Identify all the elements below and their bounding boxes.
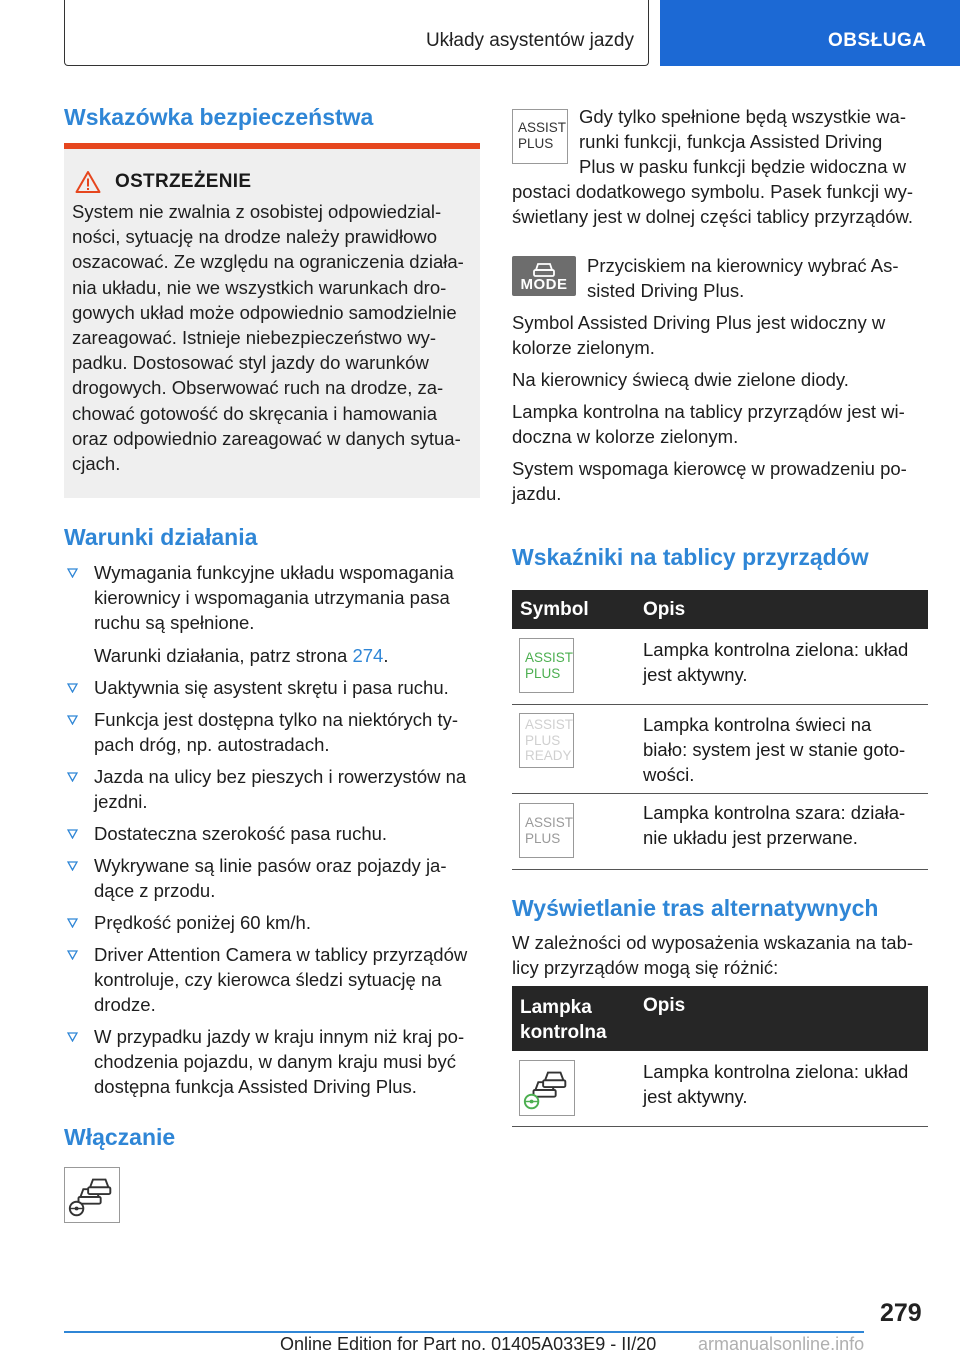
list-item: Uaktywnia się asystent skrętu i pasa ruchu. <box>64 675 484 700</box>
table-cell-description: Lampka kontrolna zielona: układ jest aktywny. <box>643 1061 909 1107</box>
assist-plus-grey-icon: ASSIST PLUS <box>519 803 574 858</box>
list-item: Funkcja jest dostępna tylko na niektórych ty- pach dróg, np. autostradach. <box>64 707 484 757</box>
header-chapter-title: OBSŁUGA <box>828 30 927 51</box>
list-item-reference: Warunki działania, patrz strona 274. <box>94 645 389 666</box>
header-chapter-tab <box>660 0 960 66</box>
mode-button-icon: MODE <box>512 256 576 296</box>
warning-label: OSTRZEŻENIE <box>115 171 252 192</box>
page-number: 279 <box>880 1299 922 1327</box>
assist-plus-green-icon: ASSIST PLUS <box>519 638 574 693</box>
warning-box <box>64 143 480 498</box>
list-item: Driver Attention Camera w tablicy przyrządów kontroluje, czy kierowca śledzi sytuację na drodze. <box>64 942 484 1017</box>
bullet-triangle-icon <box>67 918 78 928</box>
page-link[interactable]: 274 <box>352 645 384 666</box>
indicators-table <box>512 590 928 870</box>
warning-triangle-icon <box>75 170 101 194</box>
list-item: Wymagania funkcyjne układu wspomagania kierownicy i wspomagania utrzymania pasa ruchu są spełnione. Warunki działania, patrz strona 274. <box>64 560 484 668</box>
header-section-tab <box>64 0 649 66</box>
table-cell-description: Lampka kontrolna szara: działa- nie układu jest przerwane. <box>643 802 906 848</box>
enable-heading: Włączanie <box>64 1124 176 1150</box>
table-row <box>512 794 928 870</box>
table-cell-description: Lampka kontrolna zielona: układ jest aktywny. <box>643 639 909 685</box>
intro-text-cont: postaci dodatkowego symbolu. Pasek funkcji wy- świetlany jest w dolnej części tablicy przyrządów. <box>512 181 914 227</box>
assist-plus-icon: ASSIST PLUS <box>512 109 568 164</box>
warning-text: System nie zwalnia z osobistej odpowiedzial- ności, sytuację na drodze należy prawidłowo oszacować. Ze względu na ograniczenia działa- nia układu, nie we wszystkich warunkach dro- gowych układ może odpowiednio samodzielnie zareagować. Istnieje niebezpieczeństwo wy- padku. Dostosować styl jazdy do warunków drogowych. Obserwować ruch na drodze, za- chować gotowość do skręcania i hamowania oraz odpowiednio zareagować w danych sytua- cjach. <box>72 201 464 475</box>
routes-table <box>512 986 928 1127</box>
list-item: Dostateczna szerokość pasa ruchu. <box>64 821 484 846</box>
warning-title <box>72 167 472 197</box>
bullet-triangle-icon <box>67 950 78 960</box>
bullet-triangle-icon <box>67 772 78 782</box>
conditions-heading: Warunki działania <box>64 524 258 550</box>
list-item: Wykrywane są linie pasów oraz pojazdy ja- dące z przodu. <box>64 853 484 903</box>
indicators-heading: Wskaźniki na tablicy przyrządów <box>512 544 869 570</box>
table-row <box>512 629 928 705</box>
column-header-symbol: Symbol <box>520 599 589 620</box>
assist-plus-ready-icon: ASSIST PLUS READY <box>519 713 574 768</box>
column-header-description: Opis <box>643 995 686 1016</box>
paragraph: Symbol Assisted Driving Plus jest widoczny w kolorze zielonym. <box>512 312 886 358</box>
routes-heading: Wyświetlanie tras alternatywnych <box>512 895 879 921</box>
table-cell-description: Lampka kontrolna świeci na biało: system jest w stanie goto- wości. <box>643 714 906 785</box>
column-header-description: Opis <box>643 599 686 620</box>
footer-watermark: armanualsonline.info <box>698 1334 865 1354</box>
list-item: Jazda na ulicy bez pieszych i rowerzystów na jezdni. <box>64 764 484 814</box>
paragraph: System wspomaga kierowcę w prowadzeniu po- jazdu. <box>512 458 907 504</box>
bullet-triangle-icon <box>67 1032 78 1042</box>
bullet-triangle-icon <box>67 683 78 693</box>
table-header <box>512 590 928 629</box>
paragraph: Na kierownicy świecą dwie zielone diody. <box>512 369 849 390</box>
footer-divider <box>64 1331 864 1333</box>
mode-instruction: Przyciskiem na kierownicy wybrać As- sisted Driving Plus. <box>587 255 899 301</box>
list-item: Prędkość poniżej 60 km/h. <box>64 910 484 935</box>
bullet-triangle-icon <box>67 568 78 578</box>
footer-edition: Online Edition for Part no. 01405A033E9 - II/20 <box>280 1334 657 1354</box>
bullet-triangle-icon <box>67 715 78 725</box>
conditions-list <box>64 560 484 1106</box>
table-row <box>512 1051 928 1127</box>
paragraph: Lampka kontrolna na tablicy przyrządów jest wi- doczna w kolorze zielonym. <box>512 401 905 447</box>
driving-assist-icon <box>64 1167 120 1223</box>
driving-assist-green-icon <box>519 1060 575 1116</box>
list-item: W przypadku jazdy w kraju innym niż kraj po- chodzenia pojazdu, w danym kraju musi być dostępna funkcja Assisted Driving Plus. <box>64 1024 484 1099</box>
safety-heading: Wskazówka bezpieczeństwa <box>64 104 374 130</box>
bullet-triangle-icon <box>67 829 78 839</box>
table-header: Lampka kontrolna Opis <box>512 986 928 1051</box>
table-row <box>512 705 928 794</box>
routes-text: W zależności od wyposażenia wskazania na tab- licy przyrządów mogą się różnić: <box>512 932 914 978</box>
header-section-title: Układy asystentów jazdy <box>425 30 634 51</box>
intro-text: Gdy tylko spełnione będą wszystkie wa- runki funkcji, funkcja Assisted Driving Plus w pasku funkcji będzie widoczna w <box>579 106 906 177</box>
bullet-triangle-icon <box>67 861 78 871</box>
